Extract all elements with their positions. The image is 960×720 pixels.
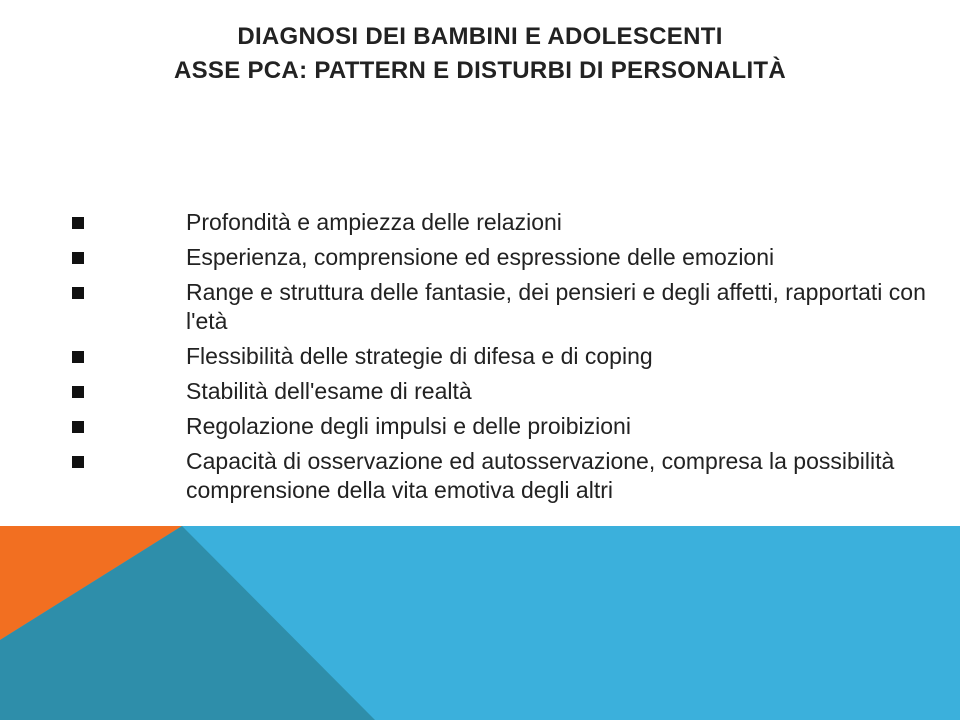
- bullet-square-icon: [72, 421, 84, 433]
- bullet-square-icon: [72, 386, 84, 398]
- bullet-text: Profondità e ampiezza delle relazioni: [186, 209, 562, 235]
- bullet-item: [70, 243, 930, 272]
- bullet-text: Capacità di osservazione ed autosservazione, compresa la possibilità comprensione della vita emotiva degli altri: [186, 448, 895, 503]
- bullet-square-icon: [72, 456, 84, 468]
- bullet-text: Stabilità dell'esame di realtà: [186, 378, 472, 404]
- bullet-square-icon: [72, 287, 84, 299]
- bullet-square-icon: [72, 252, 84, 264]
- title-line-1: DIAGNOSI DEI BAMBINI E ADOLESCENTI: [237, 23, 723, 50]
- bullet-item: [70, 208, 930, 237]
- bullet-item: [70, 342, 930, 371]
- bullet-square-icon: [72, 217, 84, 229]
- slide-title: [0, 20, 960, 88]
- bullet-text: Range e struttura delle fantasie, dei pensieri e degli affetti, rapportati con l'età: [186, 279, 926, 334]
- title-line-2: ASSE PCA: PATTERN E DISTURBI DI PERSONALITÀ: [173, 57, 787, 84]
- bullet-item: [70, 447, 930, 505]
- bullet-item: [70, 278, 930, 336]
- bullet-square-icon: [72, 351, 84, 363]
- bullet-text: Regolazione degli impulsi e delle proibizioni: [186, 413, 631, 439]
- bullet-list: [70, 208, 930, 511]
- bullet-item: [70, 412, 930, 441]
- bullet-item: [70, 377, 930, 406]
- bullet-text: Flessibilità delle strategie di difesa e di coping: [186, 343, 653, 369]
- bullet-text: Esperienza, comprensione ed espressione delle emozioni: [186, 244, 775, 270]
